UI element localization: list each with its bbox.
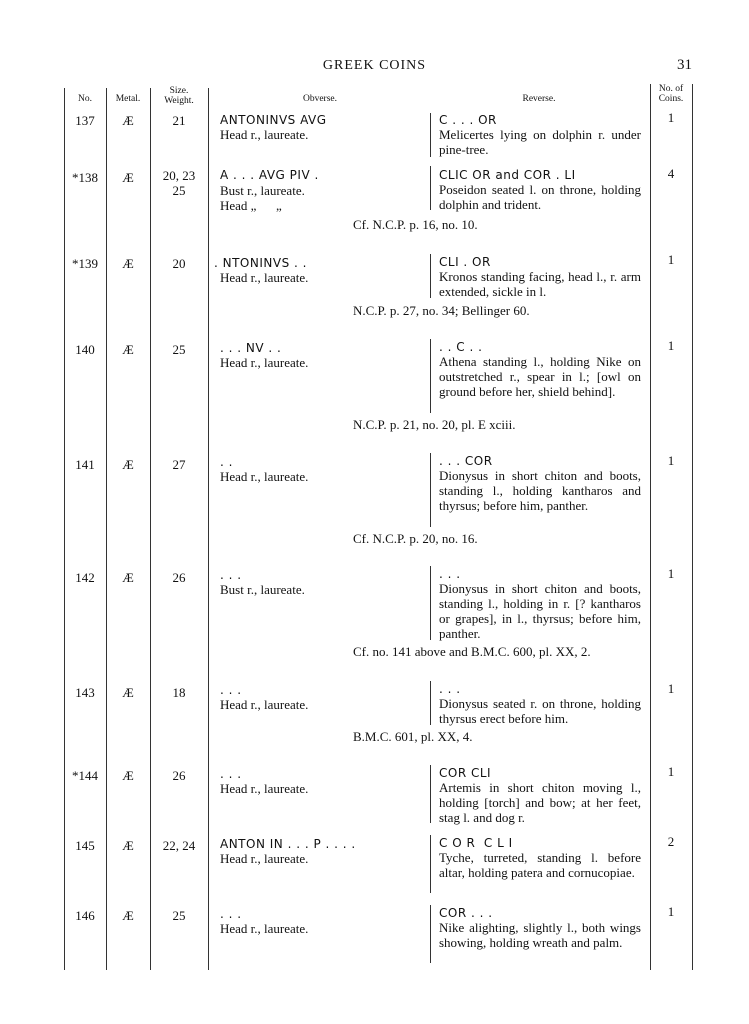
reference-note: Cf. no. 141 above and B.M.C. 600, pl. XX, 2. [353,644,591,659]
entry-metal: Æ [122,170,134,185]
obverse-description: Head r., laureate. [220,921,309,936]
reverse-legend: C . . . OR [439,113,497,127]
obverse-legend: . . . [220,568,242,582]
entry-metal: Æ [122,256,134,271]
entry-size: 20 [172,256,186,271]
entry-metal: Æ [122,768,134,783]
entry-size-secondary: 25 [172,183,186,198]
entry-metal: Æ [122,908,134,923]
reverse-rule [430,254,431,298]
reverse-legend: C O R C L I [439,836,513,850]
reverse-legend: CLI . OR [439,255,491,269]
entry-metal: Æ [122,342,134,357]
reverse-legend: CLIC OR and COR . LI [439,168,576,182]
reverse-description: Tyche, turreted, standing l. before altar, holding patera and cornucopiae. [439,850,641,880]
entry-number: 146 [75,908,95,923]
reference-note: N.C.P. p. 21, no. 20, pl. E xciii. [353,417,516,432]
obverse-description: Head r., laureate. [220,270,309,285]
reverse-description: Melicertes lying on dolphin r. under pine-tree. [439,127,641,157]
column-header-coins [650,84,692,104]
obverse-legend: ANTONINVS AVG [220,113,327,127]
reverse-description: Artemis in short chiton moving l., holding [torch] and bow; at her feet, stag l. and dog r. [439,780,641,825]
entry-number: 137 [75,113,95,128]
column-header-coins-line1: No. of [658,84,684,94]
reverse-legend: COR CLI [439,766,492,780]
entry-size: 27 [172,457,186,472]
column-header-no: No. [78,94,92,104]
reverse-description: Dionysus seated r. on throne, holding thyrsus erect before him. [439,696,641,726]
entry-metal: Æ [122,113,134,128]
reverse-description: Dionysus in short chiton and boots, standing l., holding kantharos and thyrsus; before him, panther. [439,468,641,513]
reverse-rule [430,905,431,963]
column-header-metal: Metal. [115,94,141,104]
reverse-rule [430,835,431,893]
column-header-size-line2: Weight. [164,96,194,106]
entry-size: 25 [172,908,186,923]
reverse-description: Athena standing l., holding Nike on outstretched r., spear in l.; [owl on ground before her, shield behind]. [439,354,641,399]
obverse-legend: . . . [220,683,242,697]
obverse-description: Head r., laureate. [220,355,309,370]
entry-number: 145 [75,838,95,853]
reference-note: N.C.P. p. 27, no. 34; Bellinger 60. [353,303,530,318]
entry-coin-count: 1 [667,904,675,919]
reverse-description: Nike alighting, slightly l., both wings showing, holding wreath and palm. [439,920,641,950]
column-header-reverse: Reverse. [522,94,556,104]
reference-note: Cf. N.C.P. p. 20, no. 16. [353,531,478,546]
entry-number: 142 [75,570,95,585]
reverse-rule [430,113,431,157]
entry-number: 141 [75,457,95,472]
column-rule-right [692,84,693,970]
entry-size: 20, 23 [162,168,196,183]
obverse-legend: . NTONINVS . . [214,256,307,270]
obverse-legend: . . [220,455,233,469]
reverse-rule [430,765,431,823]
obverse-legend: . . . [220,907,242,921]
entry-coin-count: 1 [667,110,675,125]
entry-number: 140 [75,342,95,357]
reverse-rule [430,166,431,210]
obverse-legend: . . . [220,767,242,781]
entry-coin-count: 2 [667,834,675,849]
entry-coin-count: 1 [667,566,675,581]
entry-metal: Æ [122,570,134,585]
entry-size: 26 [172,768,186,783]
obverse-description: Head r., laureate. [220,127,309,142]
column-header-size [150,86,208,106]
entry-size: 21 [172,113,186,128]
obverse-description: Head r., laureate. [220,697,309,712]
obverse-legend: A . . . AVG PIV . [220,168,319,182]
entry-coin-count: 4 [667,166,675,181]
reverse-description: Dionysus in short chiton and boots, standing l., holding in r. [? kantharos or grapes], in l., thyrsus; before him, panther. [439,581,641,641]
obverse-description: Bust r., laureate. [220,183,305,198]
reverse-legend: . . C . . [439,340,483,354]
page-title: GREEK COINS [322,58,427,73]
reverse-legend: . . . [439,567,461,581]
entry-number: *138 [72,170,98,185]
entry-number: *139 [72,256,98,271]
obverse-description: Head r., laureate. [220,851,309,866]
entry-metal: Æ [122,685,134,700]
entry-number: *144 [72,768,98,783]
entry-metal: Æ [122,457,134,472]
column-rule-size-obverse [208,88,209,970]
entry-size: 18 [172,685,186,700]
reverse-rule [430,453,431,527]
entry-metal: Æ [122,838,134,853]
entry-size: 22, 24 [162,838,196,853]
obverse-description: Head r., laureate. [220,781,309,796]
reverse-rule [430,339,431,413]
reverse-description: Poseidon seated l. on throne, holding dolphin and trident. [439,182,641,212]
entry-coin-count: 1 [667,338,675,353]
obverse-description: Bust r., laureate. [220,582,305,597]
obverse-description-secondary: Head „ „ [220,198,282,213]
entry-coin-count: 1 [667,453,675,468]
reverse-rule [430,566,431,640]
reverse-legend: . . . COR [439,454,493,468]
entry-number: 143 [75,685,95,700]
column-header-obverse: Obverse. [302,94,338,104]
entry-coin-count: 1 [667,764,675,779]
reference-note: B.M.C. 601, pl. XX, 4. [353,729,473,744]
reverse-description: Kronos standing facing, head l., r. arm extended, sickle in l. [439,269,641,299]
entry-size: 26 [172,570,186,585]
entry-size: 25 [172,342,186,357]
obverse-legend: . . . NV . . [220,341,282,355]
entry-coin-count: 1 [667,252,675,267]
entry-coin-count: 1 [667,681,675,696]
reference-note: Cf. N.C.P. p. 16, no. 10. [353,217,478,232]
column-header-size-line1: Size. [169,86,189,96]
reverse-legend: . . . [439,682,461,696]
obverse-legend: ANTON IN . . . P . . . . [220,837,356,851]
page-number: 31 [677,57,692,73]
reverse-rule [430,681,431,725]
obverse-description: Head r., laureate. [220,469,309,484]
reverse-legend: COR . . . [439,906,493,920]
column-header-coins-line2: Coins. [658,94,684,104]
